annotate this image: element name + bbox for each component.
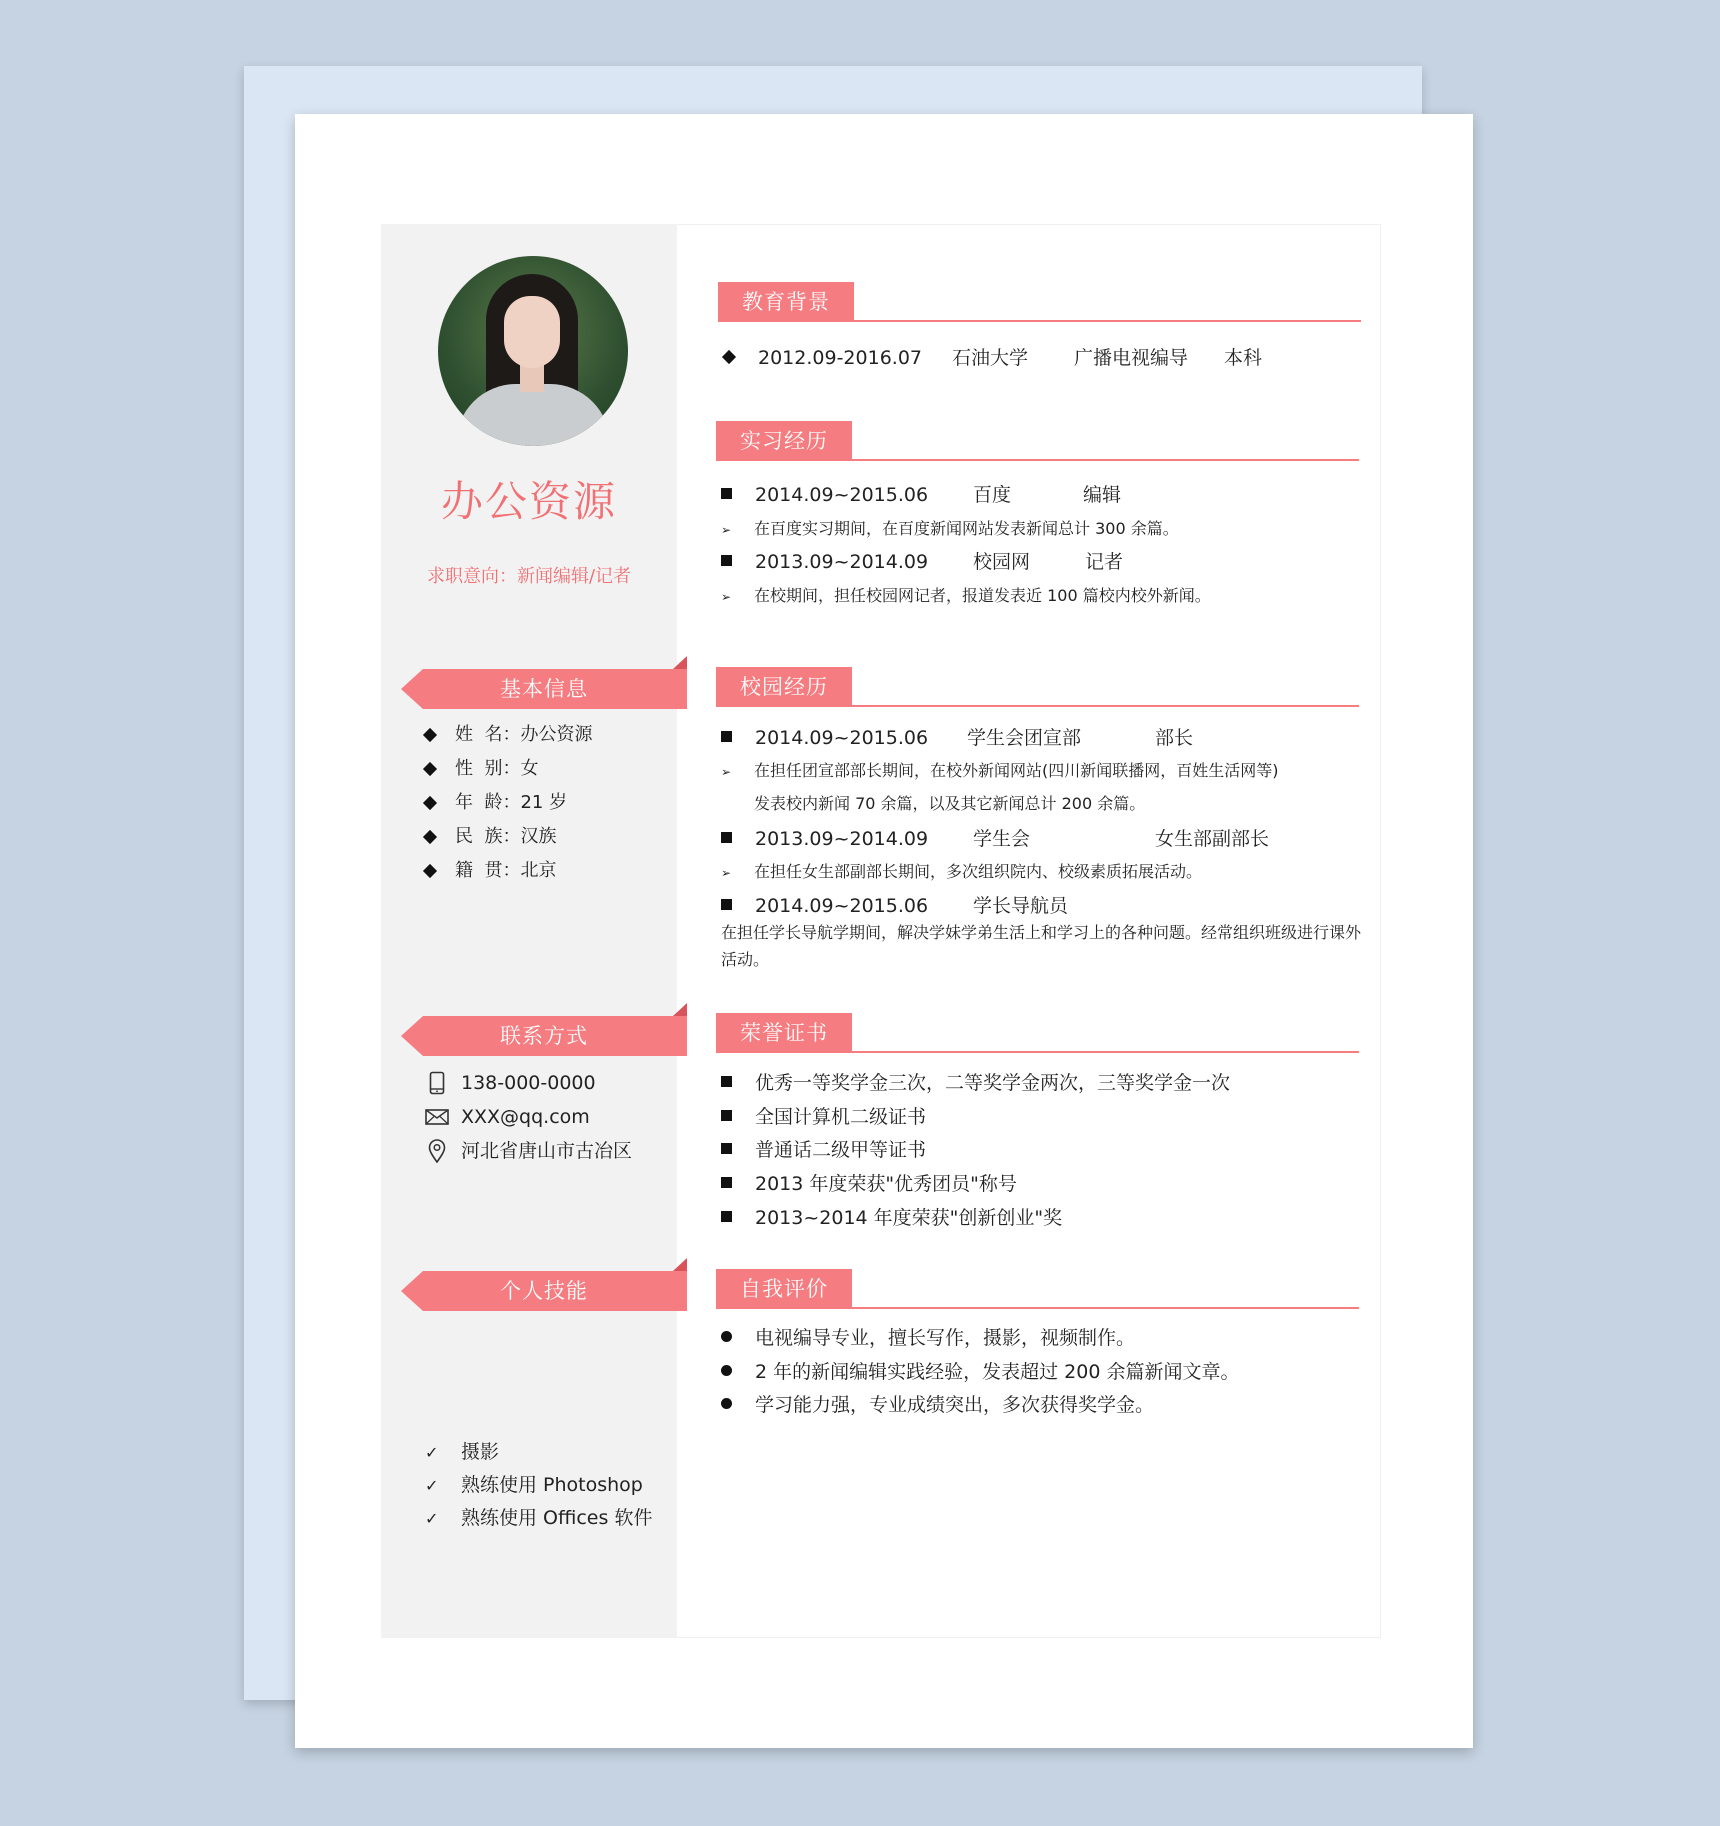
check-icon: ✓: [425, 1509, 439, 1528]
location-pin-icon: [425, 1139, 449, 1163]
job-objective: 求职意向：新闻编辑/记者: [426, 566, 632, 587]
campus-org: 学生会: [973, 828, 1031, 850]
campus-entry: [721, 824, 1269, 854]
dot-bullet-icon: [721, 1398, 732, 1409]
campus-period: 2013.09~2014.09: [755, 828, 929, 850]
square-bullet-icon: [721, 899, 732, 910]
section-title: 教育背景: [718, 282, 854, 322]
diamond-bullet-icon: [423, 864, 437, 878]
resume-page: [295, 114, 1473, 1748]
honor-text: 普通话二级甲等证书: [755, 1139, 927, 1161]
phone-number: 138-000-0000: [461, 1072, 596, 1094]
info-label: 民 族：: [455, 826, 521, 847]
section-title: 校园经历: [716, 667, 852, 707]
campus-entry: [721, 891, 1068, 921]
honor-item: [721, 1135, 926, 1165]
diamond-bullet-icon: [423, 830, 437, 844]
self-eval-item: [721, 1357, 1239, 1387]
campus-entry: [721, 723, 1193, 753]
info-label: 性 别：: [455, 758, 521, 779]
intern-org: 校园网: [973, 551, 1031, 573]
edu-school: 石油大学: [952, 347, 1029, 369]
check-icon: ✓: [425, 1443, 439, 1462]
desc-text: 在百度实习期间，在百度新闻网站发表新闻总计 300 余篇。: [754, 519, 1179, 538]
arrow-bullet-icon: ➢: [721, 765, 732, 779]
info-value: 21 岁: [520, 792, 568, 813]
section-title: 荣誉证书: [716, 1013, 852, 1053]
section-title: 联系方式: [500, 1024, 588, 1048]
section-title: 自我评价: [716, 1269, 852, 1309]
section-divider: [718, 320, 1361, 322]
dot-bullet-icon: [721, 1365, 732, 1376]
section-title: 个人技能: [500, 1279, 588, 1303]
skills-list: [425, 1436, 652, 1535]
self-eval-item: [721, 1323, 1135, 1353]
info-value: 北京: [520, 860, 557, 881]
square-bullet-icon: [721, 1211, 732, 1222]
section-divider: [716, 1307, 1359, 1309]
email-address: XXX@qq.com: [461, 1106, 590, 1128]
honor-text: 全国计算机二级证书: [755, 1106, 927, 1128]
mail-icon: [425, 1105, 449, 1129]
intern-period: 2013.09~2014.09: [755, 551, 929, 573]
phone-icon: [425, 1071, 449, 1095]
intern-org: 百度: [973, 484, 1012, 506]
section-header-contact: [401, 1016, 687, 1056]
honor-text: 优秀一等奖学金三次，二等奖学金两次，三等奖学金一次: [755, 1072, 1231, 1094]
education-entry: [724, 343, 1262, 373]
campus-desc-cont: 发表校内新闻 70 余篇，以及其它新闻总计 200 余篇。: [754, 794, 1146, 813]
info-value: 女: [520, 758, 539, 779]
diamond-bullet-icon: [423, 762, 437, 776]
internship-desc: [721, 515, 1179, 543]
info-item: [425, 820, 592, 854]
square-bullet-icon: [721, 1143, 732, 1154]
section-title: 基本信息: [500, 677, 588, 701]
edu-degree: 本科: [1224, 347, 1263, 369]
info-label: 年 龄：: [455, 792, 521, 813]
self-eval-item: [721, 1390, 1154, 1420]
square-bullet-icon: [721, 1110, 732, 1121]
honor-item: [721, 1068, 1230, 1098]
section-divider: [716, 459, 1359, 461]
internship-desc: [721, 582, 1211, 610]
intern-role: 记者: [1085, 551, 1124, 573]
campus-period: 2014.09~2015.06: [755, 727, 929, 749]
skill-label: 熟练使用 Photoshop: [461, 1474, 643, 1496]
section-divider: [716, 1051, 1359, 1053]
section-divider: [716, 705, 1359, 707]
info-item: [425, 718, 592, 752]
self-eval-text: 学习能力强，专业成绩突出，多次获得奖学金。: [755, 1394, 1155, 1416]
honor-text: 2013 年度荣获"优秀团员"称号: [755, 1173, 1017, 1195]
square-bullet-icon: [721, 832, 732, 843]
contact-list: [425, 1066, 632, 1168]
info-value: 办公资源: [520, 724, 593, 745]
skill-item: [425, 1469, 652, 1502]
info-label: 籍 贯：: [455, 860, 521, 881]
campus-role: 女生部副部长: [1155, 828, 1270, 850]
info-value: 汉族: [520, 826, 557, 847]
check-icon: ✓: [425, 1476, 439, 1495]
contact-phone: [425, 1066, 632, 1100]
arrow-bullet-icon: ➢: [721, 523, 732, 537]
intern-role: 编辑: [1083, 484, 1122, 506]
desc-text: 在担任女生部副部长期间，多次组织院内、校级素质拓展活动。: [754, 862, 1203, 881]
contact-email: [425, 1100, 632, 1134]
campus-org: 学长导航员: [973, 895, 1069, 917]
arrow-bullet-icon: ➢: [721, 866, 732, 880]
square-bullet-icon: [721, 1076, 732, 1087]
campus-role: 部长: [1155, 727, 1194, 749]
dot-bullet-icon: [721, 1331, 732, 1342]
internship-entry: [721, 480, 1121, 510]
square-bullet-icon: [721, 488, 732, 499]
skill-item: [425, 1436, 652, 1469]
skill-label: 摄影: [461, 1441, 500, 1463]
info-item: [425, 786, 592, 820]
skill-item: [425, 1502, 652, 1535]
honor-text: 2013~2014 年度荣获"创新创业"奖: [755, 1207, 1063, 1229]
diamond-bullet-icon: [423, 796, 437, 810]
square-bullet-icon: [721, 1177, 732, 1188]
skill-label: 熟练使用 Offices 软件: [461, 1507, 653, 1529]
desc-text: 在担任团宣部部长期间，在校外新闻网站(四川新闻联播网，百姓生活网等): [754, 761, 1279, 780]
honor-item: [721, 1169, 1017, 1199]
diamond-bullet-icon: [722, 349, 736, 363]
honor-item: [721, 1102, 926, 1132]
edu-major: 广播电视编导: [1074, 347, 1189, 369]
section-header-skills: [401, 1271, 687, 1311]
intern-period: 2014.09~2015.06: [755, 484, 929, 506]
candidate-name: 办公资源: [440, 477, 617, 526]
info-item: [425, 854, 592, 888]
contact-address: [425, 1134, 632, 1168]
honor-item: [721, 1203, 1062, 1233]
campus-paragraph: 在担任学长导航学期间，解决学妹学弟生活上和学习上的各种问题。经常组织班级进行课外活动。: [721, 923, 1362, 969]
arrow-bullet-icon: ➢: [721, 590, 732, 604]
self-eval-text: 2 年的新闻编辑实践经验，发表超过 200 余篇新闻文章。: [755, 1361, 1240, 1383]
section-header-basic-info: [401, 669, 687, 709]
info-item: [425, 752, 592, 786]
diamond-bullet-icon: [423, 728, 437, 742]
info-label: 姓 名：: [455, 724, 521, 745]
address: 河北省唐山市古冶区: [461, 1140, 633, 1162]
basic-info-list: [425, 718, 592, 888]
internship-entry: [721, 547, 1123, 577]
campus-desc: [721, 757, 1279, 785]
campus-desc: [721, 858, 1202, 886]
campus-org: 学生会团宣部: [967, 727, 1082, 749]
section-title: 实习经历: [716, 421, 852, 461]
self-eval-text: 电视编导专业，擅长写作，摄影，视频制作。: [755, 1327, 1136, 1349]
square-bullet-icon: [721, 731, 732, 742]
profile-photo: [438, 256, 628, 446]
square-bullet-icon: [721, 555, 732, 566]
campus-period: 2014.09~2015.06: [755, 895, 929, 917]
desc-text: 在校期间，担任校园网记者，报道发表近 100 篇校内校外新闻。: [754, 586, 1211, 605]
edu-period: 2012.09-2016.07: [758, 347, 922, 369]
